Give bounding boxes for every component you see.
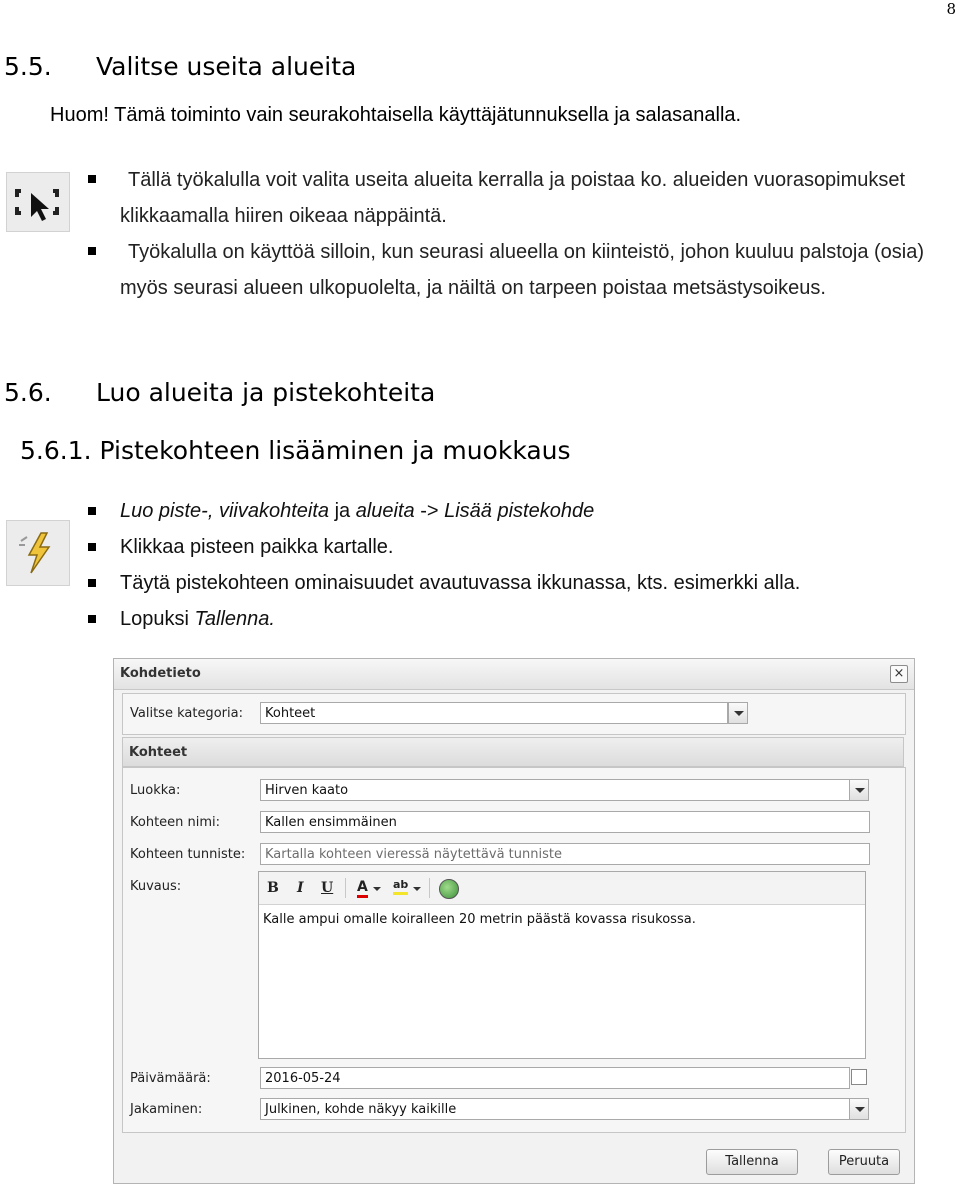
subsection-heading-5-6-1: 5.6.1. Pistekohteen lisääminen ja muokkaus [20,436,571,465]
italic-button[interactable]: I [297,880,304,896]
close-icon[interactable]: × [890,665,908,683]
category-panel [122,693,906,735]
list-item: Luo piste-, viivakohteita ja alueita -> Lisää pistekohde [88,493,958,529]
chevron-down-icon[interactable] [849,1098,869,1120]
luokka-select[interactable]: Hirven kaato [260,779,850,801]
section-heading-5-5 [4,52,356,81]
kuvaus-editor[interactable] [258,871,866,1059]
category-select[interactable]: Kohteet [260,702,728,724]
paivamaara-label: Päivämäärä: [130,1071,211,1086]
tunniste-label: Kohteen tunniste: [130,847,246,862]
section-title: Valitse useita alueita [96,52,357,81]
chevron-down-icon[interactable] [728,702,748,724]
list-item: Lopuksi Tallenna. [88,601,958,637]
bold-button[interactable]: B [267,880,279,896]
section-title: Luo alueita ja pistekohteita [96,378,436,407]
note-text: Huom! Tämä toiminto vain seurakohtaisella käyttäjätunnuksella ja salasanalla. [50,104,742,126]
section-number: 5.5. [4,52,52,81]
paivamaara-field[interactable]: 2016-05-24 [260,1067,850,1089]
kohdetieto-dialog [113,658,915,1184]
section-header [122,737,904,767]
luokka-label: Luokka: [130,783,181,798]
list-item: Työkalulla on käyttöä silloin, kun seurasi alueella on kiinteistö, johon kuuluu palstoja (osia) myös seurasi alueen ulkopuolelta, ja näiltä on tarpeen poistaa metsästysoikeus. [88,234,948,306]
nimi-field[interactable]: Kallen ensimmäinen [260,811,870,833]
calendar-icon[interactable] [851,1069,867,1085]
select-areas-icon [6,172,70,232]
underline-button[interactable]: U [321,880,334,896]
tunniste-field[interactable]: Kartalla kohteen vieressä näytettävä tunniste [260,843,870,865]
editor-toolbar [259,872,865,905]
dialog-titlebar [114,659,914,690]
cancel-button[interactable]: Peruuta [828,1149,900,1175]
kuvaus-text[interactable]: Kalle ampui omalle koiralleen 20 metrin päästä kovassa risukossa. [263,912,696,927]
page-number: 8 [946,0,956,18]
chevron-down-icon[interactable] [413,887,421,891]
list-item: Tällä työkalulla voit valita useita alueita kerralla ja poistaa ko. alueiden vuorasopimukset klikkaamalla hiiren oikeaa näppäintä. [88,162,948,234]
list-item: Täytä pistekohteen ominaisuudet avautuvassa ikkunassa, kts. esimerkki alla. [88,565,958,601]
nimi-label: Kohteen nimi: [130,815,221,830]
save-button[interactable]: Tallenna [706,1149,798,1175]
bullet-list-5-5 [88,162,948,306]
chevron-down-icon[interactable] [373,887,381,891]
category-label: Valitse kategoria: [130,706,243,721]
kuvaus-label: Kuvaus: [130,879,182,894]
list-item: Klikkaa pisteen paikka kartalle. [88,529,958,565]
dialog-title: Kohdetieto [120,666,201,681]
jakaminen-label: Jakaminen: [130,1102,203,1117]
chevron-down-icon[interactable] [849,779,869,801]
section-heading-5-6 [4,378,435,407]
jakaminen-select[interactable]: Julkinen, kohde näkyy kaikille [260,1098,850,1120]
section-number: 5.6. [4,378,52,407]
link-icon[interactable] [439,879,459,899]
add-point-icon [6,520,70,586]
highlight-button[interactable]: ab [393,877,408,895]
section-header-title: Kohteet [129,745,188,760]
font-color-button[interactable]: A [357,880,368,898]
bullet-list-5-6-1 [88,493,958,637]
